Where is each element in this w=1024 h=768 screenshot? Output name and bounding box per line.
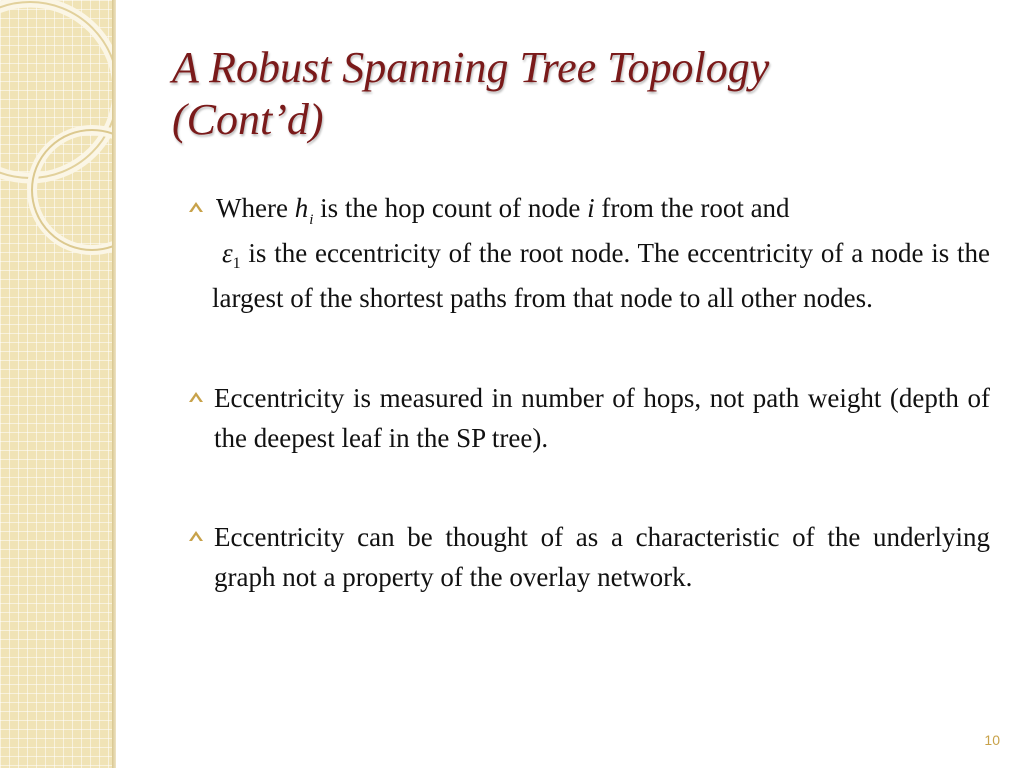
bullet-text-mid: is the hop count of node	[320, 193, 581, 223]
slide-title	[172, 42, 972, 146]
title-line-2: (Cont’d)	[172, 95, 324, 144]
bullet-item	[188, 517, 990, 597]
slide-content	[188, 188, 990, 597]
var-i: i	[587, 193, 595, 223]
var-epsilon: ε	[222, 238, 233, 268]
var-epsilon-subscript: 1	[232, 255, 241, 272]
var-h: h	[294, 193, 309, 223]
bullet-icon	[188, 530, 204, 542]
bullet-text-rest: is the eccentricity of the root node. The eccentricity of a node is the largest of the shortest paths from that node to all other nodes.	[212, 238, 990, 313]
math-h	[294, 193, 314, 228]
bullet-icon	[188, 201, 204, 213]
bullet-text-suffix: from the root and	[601, 193, 790, 223]
bullet-text: Eccentricity is measured in number of hops, not path weight (depth of the deepest leaf in the SP tree).	[214, 383, 990, 453]
bullet-item	[188, 188, 990, 318]
bullet-item	[188, 378, 990, 458]
decorative-sidebar	[0, 0, 112, 768]
sidebar-edge	[112, 0, 116, 768]
bullet-icon	[188, 391, 204, 403]
math-epsilon	[222, 233, 241, 278]
bullet-text: Eccentricity can be thought of as a characteristic of the underlying graph not a property of the overlay network.	[214, 522, 990, 592]
bullet-text-prefix: Where	[216, 193, 288, 223]
title-line-1: A Robust Spanning Tree Topology	[172, 43, 770, 92]
decorative-rings	[0, 0, 112, 260]
slide-number: 10	[984, 732, 1000, 748]
var-h-subscript: i	[309, 212, 314, 228]
